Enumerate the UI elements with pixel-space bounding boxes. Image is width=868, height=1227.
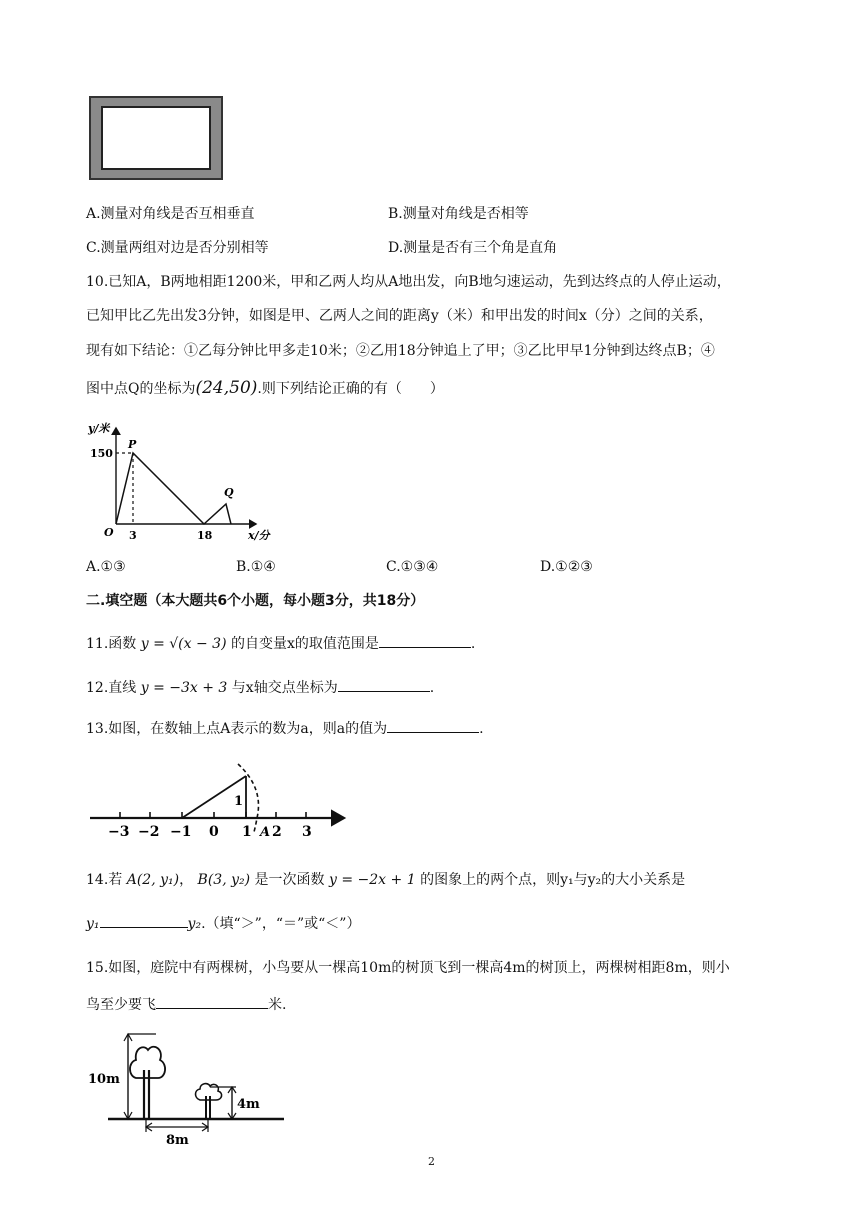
q11-post: 的自变量x的取值范围是 xyxy=(231,636,379,652)
q10-option-a: A.①③ xyxy=(86,559,126,575)
q10-point-q-label: Q xyxy=(224,486,234,499)
q13-tick-neg1: −1 xyxy=(170,824,192,840)
q10-option-c: C.①③④ xyxy=(386,559,439,575)
q10-coordinate: (24,50) xyxy=(195,378,258,398)
q10-line-4 xyxy=(86,378,444,399)
q13-tick-2: 2 xyxy=(272,824,282,840)
q12-answer-blank[interactable] xyxy=(338,676,430,692)
q13-tick-0: 0 xyxy=(209,824,219,840)
q14-formula: y = −2x + 1 xyxy=(329,872,416,888)
q9-option-d: D.测量是否有三个角是直角 xyxy=(388,240,558,256)
q12-line xyxy=(86,676,434,698)
q14-separator: ， xyxy=(179,872,194,888)
page-number: 2 xyxy=(428,1155,435,1168)
q15-line-1: 15.如图，庭院中有两棵树，小鸟要从一棵高10m的树顶飞到一棵高4m的树顶上，两棵树相距8m，则小 xyxy=(86,960,730,976)
q14-mid: 是一次函数 xyxy=(254,872,325,888)
q15-tall-tree xyxy=(130,1047,165,1119)
q13-label-one: 1 xyxy=(234,794,244,809)
q15-label-4m: 4m xyxy=(237,1097,260,1112)
q10-line-3: 现有如下结论：①乙每分钟比甲多走10米；②乙用18分钟追上了甲；③乙比甲早1分钟到达终点B；④ xyxy=(86,343,715,359)
q10-origin-label: O xyxy=(104,526,114,539)
q11-line xyxy=(86,632,475,654)
q9-option-a: A.测量对角线是否互相垂直 xyxy=(86,206,255,222)
q15-label-10m: 10m xyxy=(88,1072,120,1087)
q10-x-tick-3: 3 xyxy=(129,529,137,542)
q11-answer-blank[interactable] xyxy=(379,632,471,648)
q10-line-4-pre: 图中点Q的坐标为 xyxy=(86,381,196,397)
q14-pre: 14.若 xyxy=(86,872,123,888)
q10-line-1: 10.已知A，B两地相距1200米，甲和乙两人均从A地出发，向B地匀速运动，先到达终点的人停止运动， xyxy=(86,274,731,290)
q13-tick-neg2: −2 xyxy=(138,824,160,840)
q13-tick-1: 1 xyxy=(242,824,252,840)
q15-label-8m: 8m xyxy=(166,1133,189,1146)
q10-y-axis-label: y/米 xyxy=(88,422,110,435)
q11-formula: y = √(x − 3) xyxy=(140,636,227,652)
q15-answer-blank[interactable] xyxy=(156,993,268,1009)
q9-frame-figure xyxy=(88,95,228,183)
q14-y2: y₂ xyxy=(187,916,202,932)
q13-tick-neg3: −3 xyxy=(108,824,130,840)
q11-pre: 11.函数 xyxy=(86,636,137,652)
q13-label-a: A xyxy=(260,825,271,840)
q14-line-1 xyxy=(86,870,685,890)
q14-answer-blank[interactable] xyxy=(100,912,188,928)
q15-line-2-pre: 鸟至少要飞 xyxy=(86,997,156,1013)
q11-end: . xyxy=(470,636,476,652)
q9-option-c: C.测量两组对边是否分别相等 xyxy=(86,240,269,256)
q13-line xyxy=(86,717,484,739)
q10-option-d: D.①②③ xyxy=(540,559,593,575)
q12-post: 与x轴交点坐标为 xyxy=(231,680,338,696)
q13-answer-blank[interactable] xyxy=(387,717,479,733)
q13-tick-3: 3 xyxy=(302,824,312,840)
q10-point-p-label: P xyxy=(128,438,137,451)
q10-distance-time-graph xyxy=(84,418,284,548)
q10-x-tick-18: 18 xyxy=(197,529,213,542)
q14-point-b: B(3, y₂) xyxy=(197,872,251,888)
q10-line-2: 已知甲比乙先出发3分钟，如图是甲、乙两人之间的距离y（米）和甲出发的时间x（分）之间的关系， xyxy=(86,308,713,324)
q9-option-b: B.测量对角线是否相等 xyxy=(388,206,529,222)
q15-short-tree xyxy=(196,1084,222,1119)
q14-y1: y₁ xyxy=(86,916,100,932)
section-2-title: 二.填空题（本大题共6个小题，每小题3分，共18分） xyxy=(86,593,425,609)
q14-post: 的图象上的两个点，则y₁与y₂的大小关系是 xyxy=(420,872,686,888)
q15-trees-figure xyxy=(84,1026,294,1146)
q10-option-b: B.①④ xyxy=(236,559,276,575)
q12-end: . xyxy=(429,680,435,696)
q15-line-2-post: 米. xyxy=(268,997,287,1013)
q13-end: . xyxy=(479,721,484,737)
q12-formula: y = −3x + 3 xyxy=(140,680,228,696)
q13-pre: 13.如图，在数轴上点A表示的数为a，则a的值为 xyxy=(86,721,388,737)
q14-line-2-post: .（填“＞”，“＝”或“＜”） xyxy=(201,916,361,932)
q12-pre: 12.直线 xyxy=(86,680,137,696)
q10-line-4-post: .则下列结论正确的有（ ） xyxy=(257,381,444,397)
q10-x-axis-label: x/分 xyxy=(248,529,270,542)
q15-line-2 xyxy=(86,993,286,1015)
q14-line-2 xyxy=(86,912,360,934)
q14-point-a: A(2, y₁) xyxy=(126,872,180,888)
q10-y-tick-150: 150 xyxy=(90,447,113,460)
q13-number-line-figure xyxy=(86,752,356,844)
